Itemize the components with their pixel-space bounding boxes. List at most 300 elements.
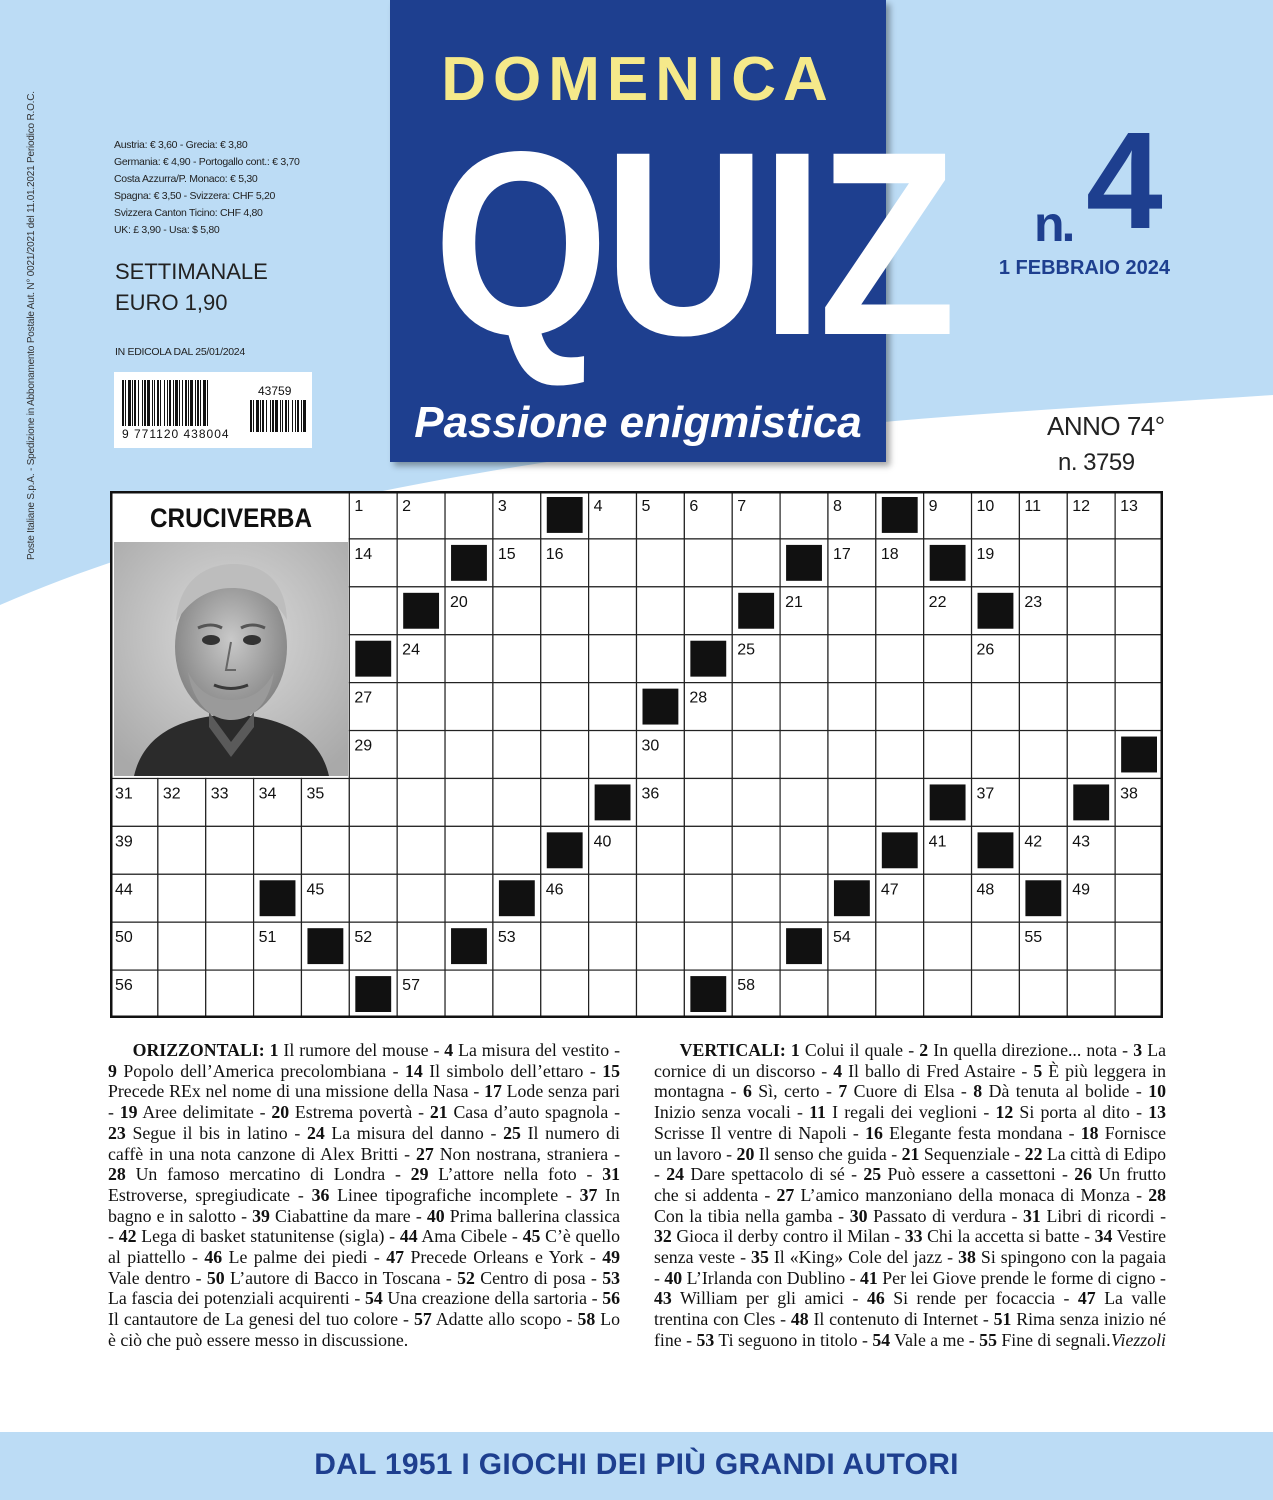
grid-cell[interactable] (445, 826, 493, 874)
cell-number: 29 (354, 737, 373, 755)
grid-cell[interactable] (780, 491, 828, 539)
grid-cell[interactable] (493, 587, 541, 635)
black-square (978, 593, 1014, 629)
cell-number: 30 (641, 737, 660, 755)
clue-number: 20 (271, 1102, 290, 1123)
grid-cell[interactable] (1067, 539, 1115, 587)
grid-cell[interactable] (493, 826, 541, 874)
grid-cell[interactable] (828, 587, 876, 635)
cell-number: 21 (785, 593, 803, 611)
black-square (547, 832, 583, 868)
grid-cell[interactable] (924, 731, 972, 779)
grid-cell[interactable] (828, 683, 876, 731)
clue-number: 50 (206, 1267, 225, 1288)
grid-cell[interactable] (445, 778, 493, 826)
clue-number: 54 (872, 1329, 891, 1350)
barcode-addon-bar (282, 400, 283, 432)
clue-item (833, 1061, 1033, 1081)
grid-cell[interactable] (732, 778, 780, 826)
foreign-prices (114, 137, 300, 239)
grid-cell[interactable] (397, 539, 445, 587)
grid-cell[interactable] (445, 683, 493, 731)
grid-cell[interactable] (158, 874, 206, 922)
clue-text: Il simbolo dell’ettaro - (422, 1060, 603, 1081)
grid-cell[interactable] (1019, 731, 1067, 779)
grid-cell[interactable] (1115, 922, 1163, 970)
cell-number: 32 (162, 785, 181, 803)
clue-item (850, 1206, 1023, 1226)
grid-cell[interactable] (349, 874, 397, 922)
clue-text: Vale dentro - (108, 1267, 207, 1288)
grid-cell[interactable] (1067, 683, 1115, 731)
barcode-bar (152, 380, 153, 426)
grid-cell[interactable] (828, 635, 876, 683)
grid-cell[interactable] (445, 874, 493, 922)
cell-number: 55 (1024, 929, 1043, 947)
clue-number: 6 (742, 1081, 752, 1102)
cell-number: 46 (545, 881, 564, 899)
grid-cell[interactable] (876, 922, 924, 970)
grid-cell[interactable] (1067, 587, 1115, 635)
cell-number: 52 (354, 929, 373, 947)
grid-cell[interactable] (732, 922, 780, 970)
cell-number: 49 (1072, 881, 1091, 899)
clue-text: Lode senza pari - (108, 1081, 620, 1123)
grid-cell[interactable] (1115, 826, 1163, 874)
cell-number: 25 (737, 641, 756, 659)
cell-number: 28 (689, 689, 708, 707)
clue-number: 18 (1080, 1122, 1099, 1143)
grid-cell[interactable] (541, 731, 589, 779)
barcode-addon-bar (280, 400, 281, 432)
price-line: Spagna: € 3,50 - Svizzera: CHF 5,20 (114, 190, 276, 202)
cell-number: 12 (1072, 498, 1091, 515)
grid-cell[interactable] (732, 539, 780, 587)
grid-cell[interactable] (445, 491, 493, 539)
grid-cell[interactable] (732, 683, 780, 731)
clue-text: Aree delimitate - (137, 1102, 272, 1123)
grid-cell[interactable] (1067, 731, 1115, 779)
grid-cell[interactable] (1067, 970, 1115, 1018)
grid-cell[interactable] (589, 731, 637, 779)
grid-cell[interactable] (972, 683, 1020, 731)
cover-price: EURO 1,90 (115, 290, 228, 315)
clue-item (444, 1040, 620, 1060)
barcode-addon-bar (285, 400, 287, 432)
clue-item (365, 1288, 602, 1308)
grid-cell[interactable] (732, 826, 780, 874)
barcode-bar (125, 380, 126, 426)
black-square (307, 928, 343, 964)
grid-cell[interactable] (397, 731, 445, 779)
grid-cell[interactable] (732, 874, 780, 922)
barcode-bar (122, 380, 124, 426)
black-square (547, 497, 583, 533)
grid-cell[interactable] (1115, 635, 1163, 683)
title-subtitle: Passione enigmistica (414, 398, 862, 447)
black-square (930, 784, 966, 820)
cell-number: 54 (832, 929, 851, 947)
clue-item (973, 1081, 1148, 1101)
clue-number: 14 (404, 1060, 423, 1081)
clue-text: Il contenuto di Internet - (808, 1309, 994, 1330)
clue-text: Colui il quale - (799, 1040, 920, 1060)
cell-number: 36 (641, 785, 660, 803)
grid-cell[interactable] (1019, 539, 1067, 587)
clue-text: Centro di posa - (474, 1267, 603, 1288)
clue-item (416, 1144, 620, 1164)
grid-cell[interactable] (589, 922, 637, 970)
barcode-addon-bar (256, 400, 259, 432)
clue-number: 32 (654, 1226, 672, 1247)
grid-cell[interactable] (1019, 683, 1067, 731)
grid-cell[interactable] (1115, 970, 1163, 1018)
clue-number: 36 (311, 1184, 330, 1205)
clue-number: 57 (413, 1309, 432, 1330)
series-number: n. 3759 (1058, 449, 1135, 476)
clue-text: Fine di segnali. (996, 1329, 1111, 1350)
grid-cell[interactable] (780, 874, 828, 922)
grid-cell[interactable] (1115, 874, 1163, 922)
black-square (355, 976, 391, 1012)
clue-number: 40 (426, 1205, 445, 1226)
cell-number: 3 (497, 498, 507, 515)
clue-text: La misura del vestito - (453, 1040, 620, 1060)
grid-cell[interactable] (684, 587, 732, 635)
barcode-bar (142, 380, 143, 426)
grid-cell[interactable] (637, 539, 685, 587)
grid-cell[interactable] (589, 635, 637, 683)
grid-cell[interactable] (972, 970, 1020, 1018)
clue-number: 51 (993, 1309, 1012, 1330)
clue-number: 4 (833, 1060, 843, 1081)
clue-number: 22 (1024, 1143, 1043, 1164)
clue-number: 46 (866, 1288, 885, 1309)
grid-cell[interactable] (301, 970, 349, 1018)
clue-number: 1 (264, 1040, 279, 1060)
clue-text: I regali dei veglioni - (825, 1102, 996, 1123)
clue-item (664, 1268, 860, 1288)
grid-cell[interactable] (397, 922, 445, 970)
grid-cell[interactable] (637, 635, 685, 683)
price-line: Svizzera Canton Ticino: CHF 4,80 (114, 207, 263, 219)
clue-item (312, 1185, 580, 1205)
grid-cell[interactable] (684, 922, 732, 970)
grid-cell[interactable] (828, 970, 876, 1018)
clue-item (867, 1288, 1078, 1308)
clue-item (737, 1144, 902, 1164)
black-square (930, 545, 966, 581)
clue-item (654, 1226, 905, 1246)
clue-number: 28 (108, 1164, 126, 1185)
clue-text: William per gli amici - (671, 1288, 867, 1309)
barcode-bar (207, 380, 208, 426)
cell-number: 42 (1024, 833, 1043, 851)
clue-number: 35 (751, 1247, 769, 1268)
grid-cell[interactable] (1019, 778, 1067, 826)
clue-text: Si porta al dito - (1013, 1102, 1149, 1123)
grid-cell[interactable] (828, 731, 876, 779)
grid-cell[interactable] (684, 731, 732, 779)
clue-item (120, 1102, 272, 1122)
clue-number: 53 (602, 1267, 621, 1288)
grid-cell[interactable] (1067, 922, 1115, 970)
barcode-number: 9 771120 438004 (122, 427, 230, 441)
grid-cell[interactable] (493, 635, 541, 683)
portrait-photo (114, 542, 348, 776)
grid-cell[interactable] (493, 778, 541, 826)
clue-item (995, 1102, 1148, 1122)
grid-cell[interactable] (589, 970, 637, 1018)
grid-cell[interactable] (637, 587, 685, 635)
grid-cell[interactable] (254, 970, 302, 1018)
clue-number: 52 (457, 1267, 475, 1288)
barcode-bar (128, 380, 131, 426)
barcode-bar (179, 380, 180, 426)
barcode-bar (173, 380, 174, 426)
grid-cell[interactable] (158, 970, 206, 1018)
grid-cell[interactable] (397, 874, 445, 922)
grid-cell[interactable] (876, 587, 924, 635)
grid-cell[interactable] (637, 922, 685, 970)
clue-number: 25 (863, 1164, 882, 1185)
grid-cell[interactable] (876, 683, 924, 731)
clue-number: 16 (865, 1122, 883, 1143)
clue-number: 24 (306, 1122, 325, 1143)
price-line: Germania: € 4,90 - Portogallo cont.: € 3,70 (114, 156, 300, 168)
grid-cell[interactable] (445, 731, 493, 779)
grid-cell[interactable] (589, 587, 637, 635)
clue-item (119, 1226, 400, 1246)
cell-number: 15 (497, 545, 516, 563)
grid-cell[interactable] (684, 874, 732, 922)
clue-number: 9 (108, 1060, 117, 1081)
grid-cell[interactable] (541, 587, 589, 635)
grid-cell[interactable] (637, 970, 685, 1018)
grid-cell[interactable] (445, 970, 493, 1018)
grid-cell[interactable] (206, 874, 254, 922)
grid-cell[interactable] (541, 922, 589, 970)
clue-text: Ti seguono in titolo - (714, 1329, 873, 1350)
black-square (1073, 784, 1109, 820)
clue-number: 49 (602, 1247, 621, 1268)
grid-cell[interactable] (589, 874, 637, 922)
cell-number: 8 (832, 498, 842, 515)
grid-cell[interactable] (397, 683, 445, 731)
cell-number: 26 (976, 641, 995, 659)
grid-cell[interactable] (684, 539, 732, 587)
grid-cell[interactable] (780, 683, 828, 731)
grid-cell[interactable] (780, 970, 828, 1018)
cell-number: 14 (354, 545, 373, 563)
grid-cell[interactable] (1019, 970, 1067, 1018)
grid-cell[interactable] (493, 683, 541, 731)
grid-cell[interactable] (493, 970, 541, 1018)
grid-cell[interactable] (349, 826, 397, 874)
barcode-addon-bar (270, 400, 271, 432)
grid-cell[interactable] (397, 826, 445, 874)
grid-cell[interactable] (876, 970, 924, 1018)
clue-number: 33 (904, 1226, 923, 1247)
clue-text: Scrisse Il ventre di Napoli - (654, 1122, 866, 1143)
clue-text: Popolo dell’America precolombiana - (116, 1060, 405, 1081)
grid-cell[interactable] (1115, 683, 1163, 731)
clue-item (776, 1185, 1148, 1205)
clue-number: 30 (849, 1205, 868, 1226)
footer-banner (0, 1432, 1273, 1500)
barcode-bar (175, 380, 178, 426)
grid-cell[interactable] (1115, 587, 1163, 635)
clue-item (865, 1123, 1081, 1143)
cell-number: 58 (737, 977, 756, 995)
black-square (738, 593, 774, 629)
clues-horizontal-title: ORIZZONTALI: (132, 1040, 265, 1060)
cell-number: 7 (737, 498, 747, 515)
clue-item (838, 1081, 973, 1101)
grid-cell[interactable] (541, 683, 589, 731)
grid-cell[interactable] (828, 778, 876, 826)
grid-cell[interactable] (924, 635, 972, 683)
clue-text: Non nostrana, straniera - (433, 1143, 620, 1164)
grid-cell[interactable] (924, 970, 972, 1018)
cell-number: 23 (1024, 593, 1043, 611)
barcode-bar (167, 380, 168, 426)
clue-text: Ama Cibele - (417, 1226, 523, 1247)
grid-cell[interactable] (972, 731, 1020, 779)
grid-cell[interactable] (876, 778, 924, 826)
clue-text: Prima ballerina classica - (108, 1205, 620, 1247)
grid-cell[interactable] (1019, 635, 1067, 683)
grid-cell[interactable] (684, 778, 732, 826)
clue-number: 17 (484, 1081, 502, 1102)
grid-cell[interactable] (206, 922, 254, 970)
grid-cell[interactable] (924, 683, 972, 731)
grid-cell[interactable] (541, 778, 589, 826)
clue-item (666, 1164, 863, 1184)
grid-cell[interactable] (206, 970, 254, 1018)
grid-cell[interactable] (541, 970, 589, 1018)
grid-cell[interactable] (349, 587, 397, 635)
grid-cell[interactable] (732, 731, 780, 779)
barcode-bar (188, 380, 189, 426)
barcode-bar (138, 380, 139, 426)
grid-cell[interactable] (924, 874, 972, 922)
clue-number: 48 (790, 1309, 809, 1330)
clue-item (405, 1061, 602, 1081)
clue-text: Rima senza inizio né fine - (654, 1309, 1166, 1350)
grid-cell[interactable] (972, 922, 1020, 970)
clue-number: 12 (995, 1102, 1014, 1123)
cell-number: 45 (306, 881, 325, 899)
crossword-label: CRUCIVERBA (125, 496, 337, 540)
grid-cell[interactable] (876, 635, 924, 683)
cell-number: 24 (402, 641, 420, 659)
clue-text: Lega di basket statunitense (sigla) - (136, 1226, 400, 1247)
clue-number: 8 (973, 1081, 983, 1102)
clue-item (108, 1061, 405, 1081)
cell-number: 20 (450, 593, 468, 611)
barcode-bar (203, 380, 206, 426)
grid-cell[interactable] (828, 826, 876, 874)
grid-cell[interactable] (780, 778, 828, 826)
cell-number: 41 (928, 833, 947, 851)
clue-text: Segue il bis in latino - (125, 1122, 307, 1143)
clue-text: Inizio senza vocali - (654, 1102, 810, 1123)
grid-cell[interactable] (780, 635, 828, 683)
grid-cell[interactable] (589, 683, 637, 731)
clue-text: Fornisce un lavoro - (654, 1122, 1167, 1164)
cell-number: 50 (115, 929, 133, 947)
grid-cell[interactable] (301, 826, 349, 874)
barcode-bar (134, 380, 136, 426)
clue-text: Con la tibia nella gamba - (654, 1205, 850, 1226)
grid-cell[interactable] (684, 826, 732, 874)
clue-number: 21 (901, 1143, 920, 1164)
black-square (451, 545, 487, 581)
grid-cell[interactable] (541, 635, 589, 683)
grid-cell[interactable] (589, 539, 637, 587)
grid-cell[interactable] (206, 826, 254, 874)
grid-cell[interactable] (1115, 539, 1163, 587)
clue-number: 7 (838, 1081, 848, 1102)
clue-number: 15 (602, 1060, 620, 1081)
barcode-bar (169, 380, 171, 426)
clue-number: 28 (1148, 1184, 1166, 1205)
clue-number: 47 (1077, 1288, 1096, 1309)
cell-number: 43 (1072, 833, 1091, 851)
clue-text: Ciabattine da mare - (269, 1205, 427, 1226)
clue-text: Vestire senza veste - (654, 1226, 1166, 1268)
grid-cell[interactable] (254, 826, 302, 874)
clue-number: 13 (1148, 1102, 1166, 1123)
grid-cell[interactable] (397, 778, 445, 826)
clue-number: 41 (859, 1267, 878, 1288)
grid-cell[interactable] (493, 731, 541, 779)
issue-date: 1 FEBBRAIO 2024 (998, 257, 1170, 279)
clue-text: La misura del danno - (324, 1122, 504, 1143)
grid-cell[interactable] (1067, 635, 1115, 683)
grid-cell[interactable] (349, 778, 397, 826)
grid-cell[interactable] (445, 635, 493, 683)
clue-text: Precede Orleans e York - (404, 1247, 603, 1268)
grid-cell[interactable] (637, 874, 685, 922)
clue-text: Casa d’auto spagnola - (447, 1102, 620, 1123)
cell-number: 47 (880, 881, 899, 899)
postal-notice: Poste Italiane S.p.A. - Spedizione in Abbonamento Postale Aut. N° 0021/2021 del 11.01.2021 Periodico R.O.C. (26, 91, 37, 560)
clue-item (400, 1226, 523, 1246)
grid-cell[interactable] (158, 826, 206, 874)
clue-text: Estrema povertà - (289, 1102, 430, 1123)
clue-text: Cuore di Elsa - (847, 1081, 974, 1102)
cell-number: 44 (115, 881, 133, 899)
cell-number: 34 (258, 785, 277, 803)
clue-text: L’attore nella foto - (428, 1164, 603, 1185)
grid-cell[interactable] (637, 826, 685, 874)
grid-cell[interactable] (780, 826, 828, 874)
clue-text: C’è quello al piattello - (108, 1226, 621, 1268)
cell-number: 9 (928, 498, 938, 515)
clue-text: Può essere a cassettoni - (881, 1164, 1075, 1185)
grid-cell[interactable] (876, 731, 924, 779)
clue-number: 23 (108, 1122, 126, 1143)
clue-text: Chi la accetta si batte - (922, 1226, 1095, 1247)
grid-cell[interactable] (158, 922, 206, 970)
grid-cell[interactable] (780, 731, 828, 779)
clue-text: L’Irlanda con Dublino - (682, 1267, 860, 1288)
grid-cell[interactable] (924, 922, 972, 970)
clue-item (791, 1309, 994, 1329)
clue-item (108, 1123, 307, 1143)
